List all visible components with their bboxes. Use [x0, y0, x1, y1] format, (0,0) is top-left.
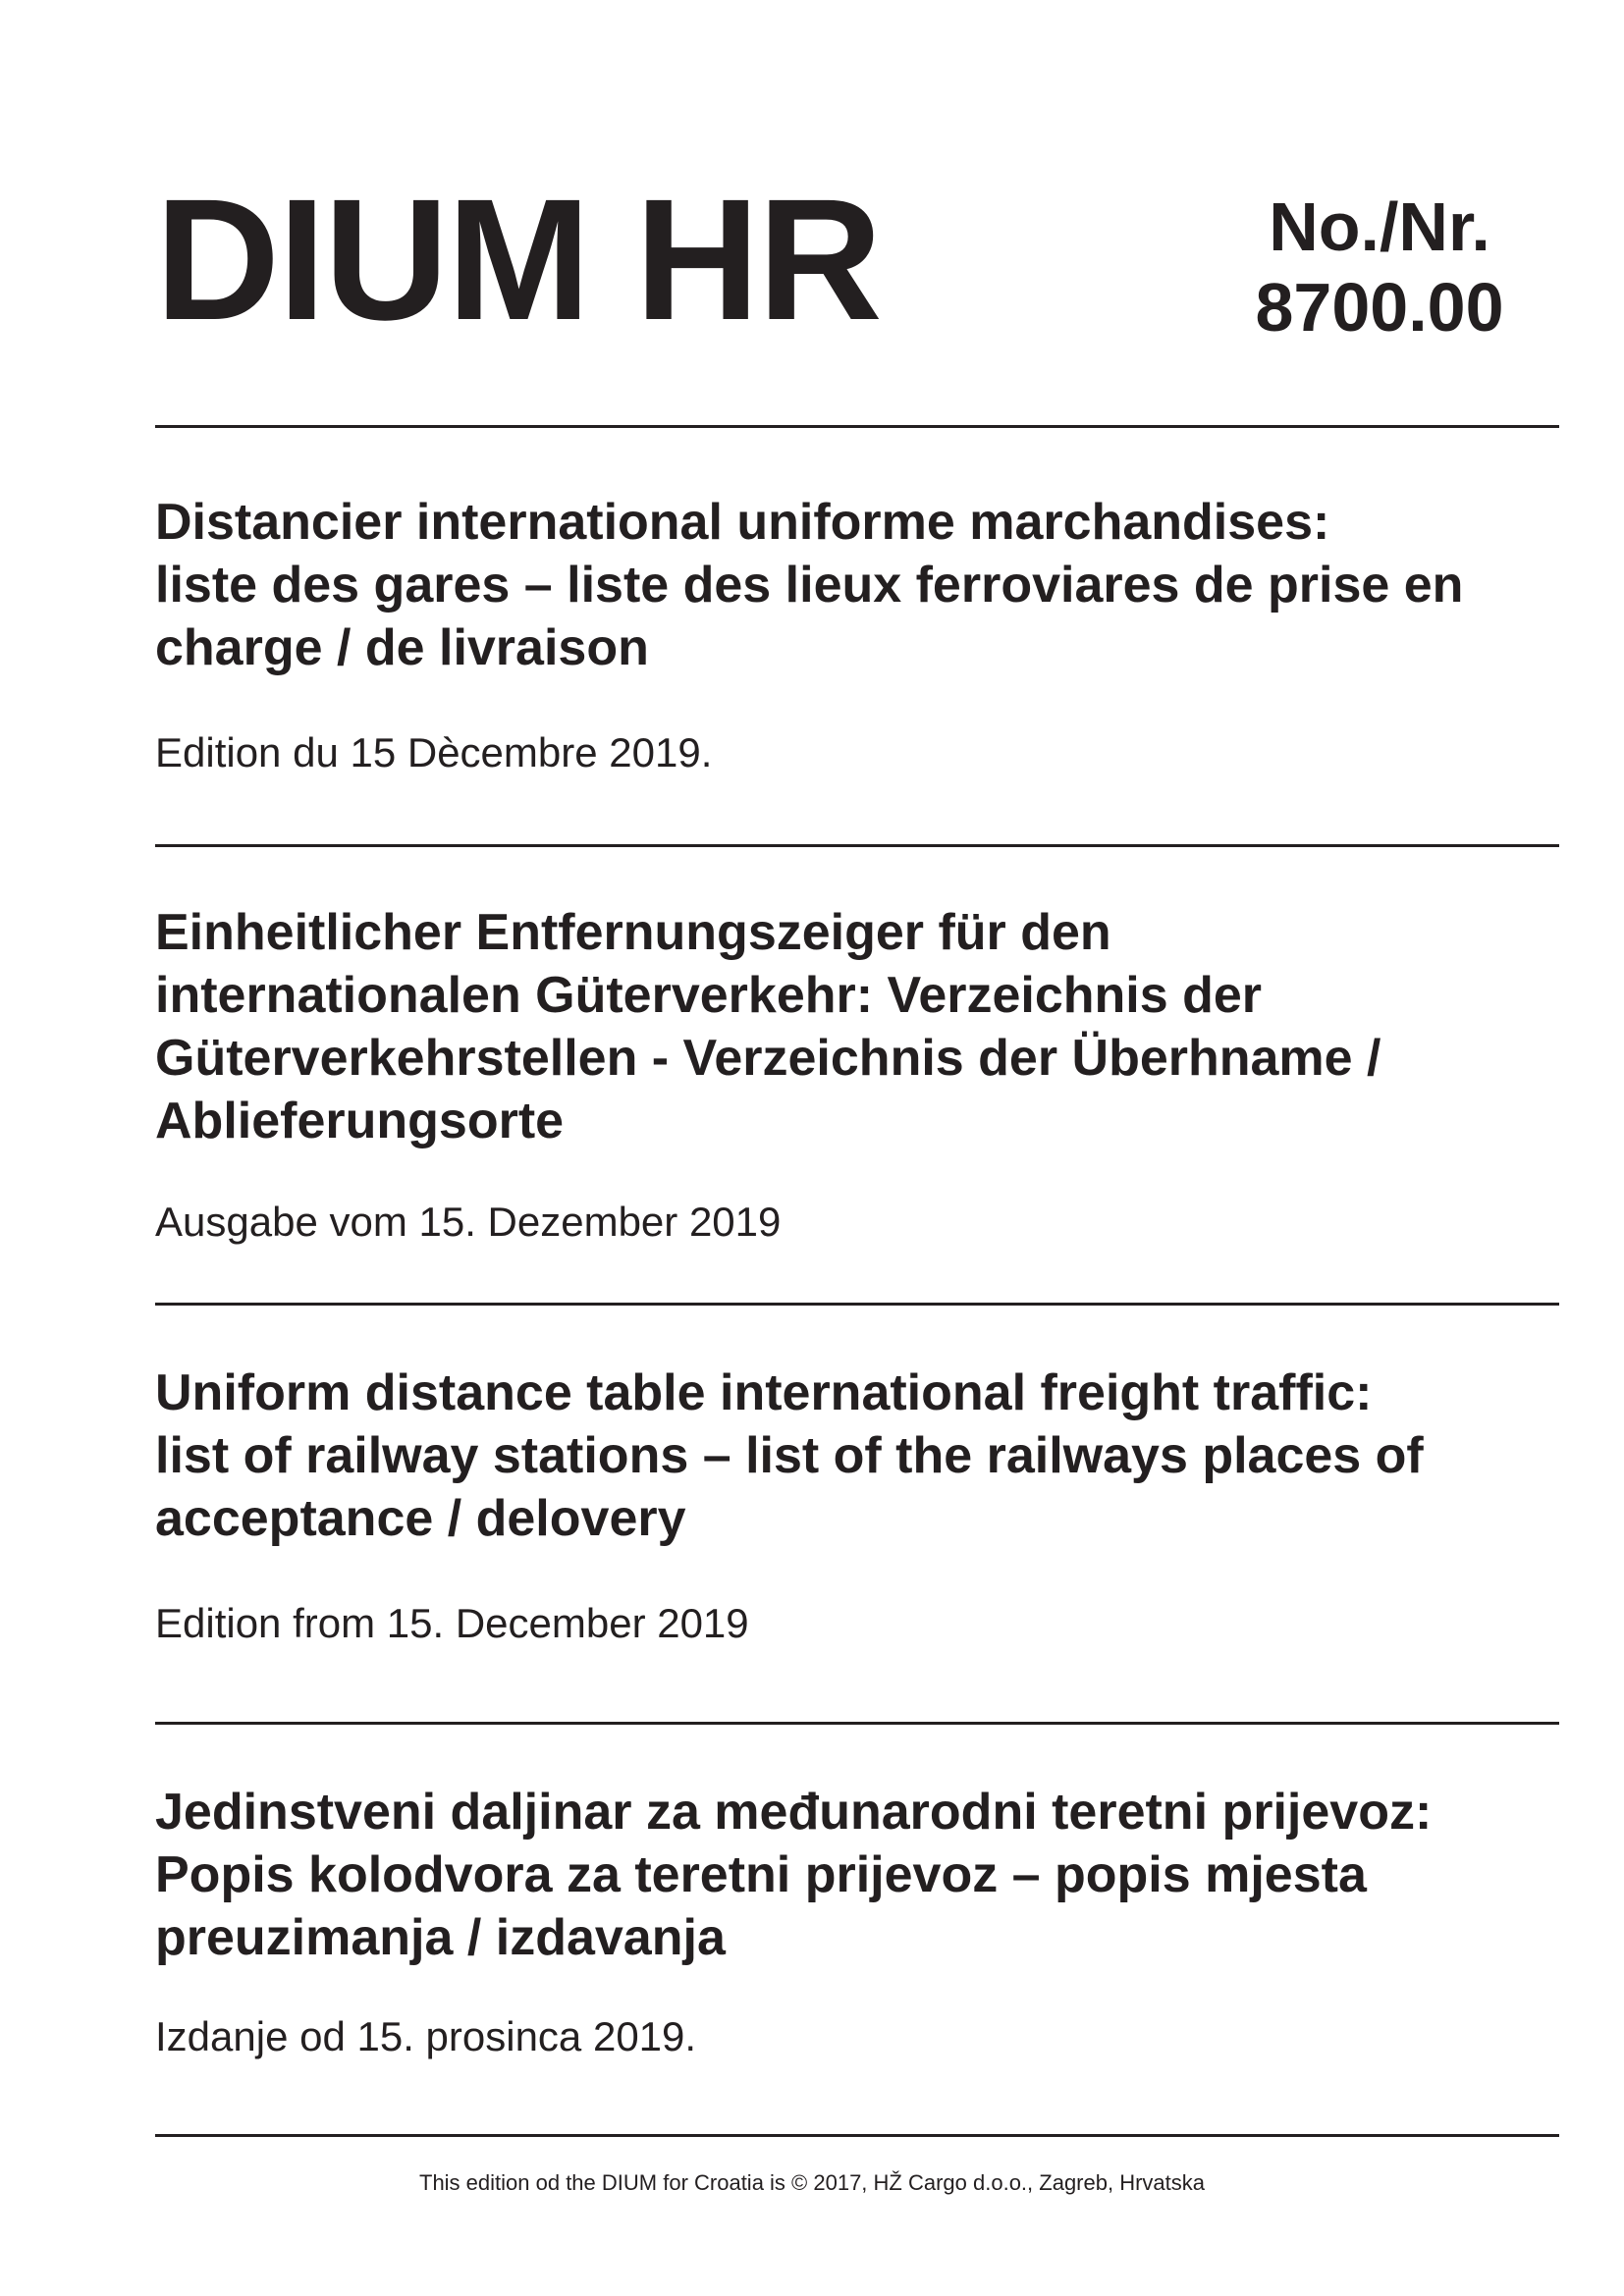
heading-line: Jedinstveni daljinar za međunarodni teretni prijevoz: — [155, 1784, 1433, 1841]
section-heading — [155, 1781, 1569, 1969]
divider — [155, 2134, 1559, 2137]
edition-date: Edition from 15. December 2019 — [155, 1600, 749, 1646]
heading-line: acceptance / delovery — [155, 1490, 686, 1547]
heading-line: internationalen Güterverkehr: Verzeichnis der — [155, 967, 1263, 1024]
document-number-label: No./Nr. — [1269, 188, 1490, 265]
section-german — [155, 901, 1569, 1247]
section-english — [155, 1362, 1569, 1648]
heading-line: Einheitlicher Entfernungszeiger für den — [155, 904, 1111, 961]
heading-line: liste des gares – liste des lieux ferroviares de prise en — [155, 557, 1464, 614]
copyright-notice: This edition od the DIUM for Croatia is © 2017, HŽ Cargo d.o.o., Zagreb, Hrvatska — [419, 2170, 1205, 2195]
heading-line: Distancier international uniforme marchandises: — [155, 494, 1330, 551]
edition-date: Edition du 15 Dècembre 2019. — [155, 729, 713, 775]
section-croatian — [155, 1781, 1569, 2061]
divider — [155, 1303, 1559, 1306]
edition-date: Ausgabe vom 15. Dezember 2019 — [155, 1199, 782, 1245]
section-heading — [155, 491, 1569, 679]
divider — [155, 844, 1559, 847]
document-number-value: 8700.00 — [1255, 269, 1504, 346]
divider — [155, 1722, 1559, 1725]
edition-date: Izdanje od 15. prosinca 2019. — [155, 2013, 697, 2059]
heading-line: Uniform distance table international freight traffic: — [155, 1364, 1373, 1421]
document-number — [1173, 187, 1586, 347]
heading-line: list of railway stations – list of the railways places of — [155, 1427, 1424, 1484]
heading-line: preuzimanja / izdavanja — [155, 1909, 726, 1966]
divider — [155, 425, 1559, 428]
section-heading — [155, 1362, 1569, 1550]
section-heading — [155, 901, 1569, 1152]
heading-line: Ablieferungsorte — [155, 1093, 565, 1149]
section-french — [155, 491, 1569, 777]
heading-line: Güterverkehrstellen - Verzeichnis der Überhname / — [155, 1030, 1381, 1087]
heading-line: charge / de livraison — [155, 619, 649, 676]
heading-line: Popis kolodvora za teretni prijevoz – popis mjesta — [155, 1846, 1367, 1903]
document-title: DIUM HR — [155, 164, 881, 356]
